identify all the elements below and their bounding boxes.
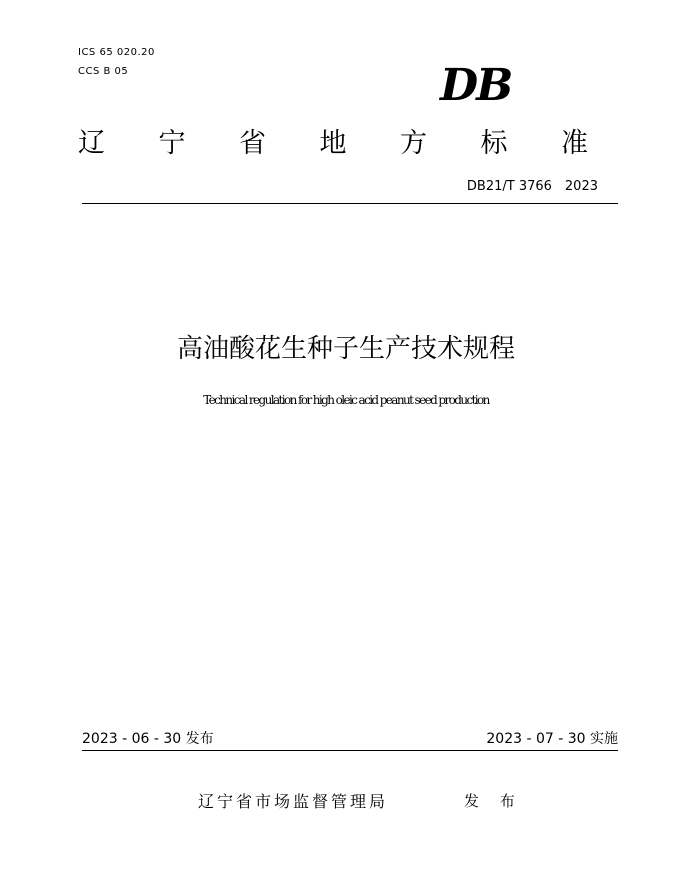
document-title-english: Technical regulation for high oleic acid peanut seed production [203, 393, 489, 407]
standard-level-char: 准 [561, 128, 588, 159]
header-divider [82, 203, 618, 204]
publish-label: 发 布 [464, 792, 523, 810]
document-title: 高油酸花生种子生产技术规程 [176, 334, 515, 364]
standard-level-char: 辽 [78, 128, 105, 159]
standard-level-char: 宁 [158, 128, 186, 159]
standard-level-char: 省 [239, 128, 266, 159]
standard-level-char: 标 [480, 128, 508, 159]
standard-level-title [78, 128, 588, 160]
implementation-date: 2023 - 07 - 30 实施 [486, 731, 618, 747]
release-date: 2023 - 06 - 30 发布 [82, 731, 214, 747]
footer-divider [82, 750, 618, 751]
ccs-code: CCS B 05 [78, 66, 129, 77]
publisher-name: 辽宁省市场监督管理局 [198, 792, 389, 811]
standard-number: DB21/T 3766 2023 [466, 179, 598, 194]
standard-level-char: 方 [400, 128, 427, 159]
ics-code: ICS 65 020.20 [78, 47, 155, 58]
db-logo: DB [440, 60, 512, 111]
standard-level-char: 地 [319, 128, 347, 159]
